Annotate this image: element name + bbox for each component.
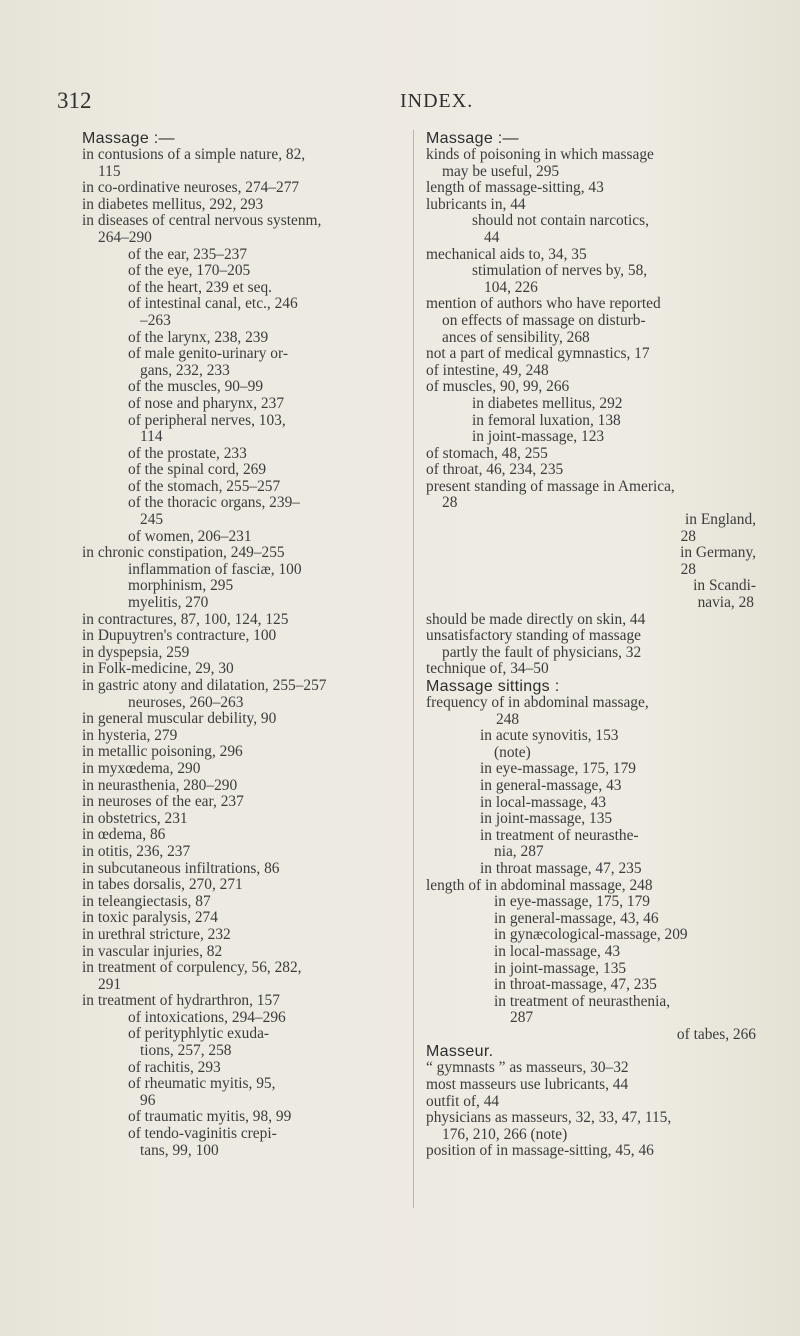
index-entry: in chronic constipation, 249–255	[82, 544, 285, 562]
index-entry: in contractures, 87, 100, 124, 125	[82, 610, 289, 628]
index-entry: in contusions of a simple nature, 82,	[82, 146, 306, 163]
index-entry: of the larynx, 238, 239	[128, 328, 269, 346]
index-entry: of male genito-urinary or-	[128, 345, 288, 363]
index-entry: 28	[442, 494, 458, 512]
index-entry: in local-massage, 43	[480, 793, 607, 811]
index-entry: of traumatic myitis, 98, 99	[128, 1108, 292, 1126]
index-entry: in joint-massage, 135	[480, 810, 613, 828]
index-entry: in gynæcological-massage, 209	[494, 926, 688, 944]
index-entry: of the thoracic organs, 239–	[128, 494, 300, 512]
index-entry: 115	[98, 162, 121, 180]
index-entry: in neurasthenia, 280–290	[82, 776, 238, 794]
index-column-right	[426, 130, 756, 1160]
index-entry: navia, 28	[697, 594, 754, 612]
index-entry: of peripheral nerves, 103,	[128, 411, 286, 429]
index-entry: in joint-massage, 135	[494, 959, 627, 977]
index-entry: in myxœdema, 290	[82, 759, 201, 777]
index-entry: of throat, 46, 234, 235	[426, 461, 564, 479]
index-entry: in Folk-medicine, 29, 30	[82, 660, 234, 678]
index-entry: in toxic paralysis, 274	[82, 909, 218, 927]
index-entry: 245	[140, 511, 164, 529]
index-entry: 114	[140, 428, 163, 446]
index-entry: may be useful, 295	[442, 162, 560, 180]
index-entry: outfit of, 44	[426, 1092, 500, 1110]
index-entry: in eye-massage, 175, 179	[494, 893, 651, 911]
index-heading: Massage sittings :	[426, 678, 560, 695]
index-entry: kinds of poisoning in which massage	[426, 146, 654, 163]
index-entry: in treatment of corpulency, 56, 282,	[82, 959, 302, 977]
index-entry: 44	[484, 228, 500, 246]
index-entry: of the muscles, 90–99	[128, 378, 264, 396]
index-column-left	[82, 130, 408, 1159]
index-entry: of stomach, 48, 255	[426, 444, 548, 462]
index-entry: in Dupuytren's contracture, 100	[82, 627, 277, 645]
index-entry: frequency of in abdominal massage,	[426, 694, 649, 711]
index-entry: in neuroses of the ear, 237	[82, 793, 244, 811]
index-heading: Massage :—	[82, 130, 175, 147]
index-entry: in treatment of neurasthenia,	[494, 992, 671, 1010]
index-entry: in joint-massage, 123	[472, 428, 605, 446]
index-entry: of intestine, 49, 248	[426, 361, 549, 379]
index-entry: in throat-massage, 47, 235	[494, 976, 657, 994]
index-entry: in gastric atony and dilatation, 255–257	[82, 677, 327, 694]
page-number: 312	[57, 88, 92, 113]
index-entry: 287	[510, 1009, 534, 1027]
index-heading: Masseur.	[426, 1043, 494, 1061]
index-entry: –263	[140, 311, 171, 329]
index-entry: morphinism, 295	[128, 577, 234, 595]
index-entry: in eye-massage, 175, 179	[480, 760, 637, 778]
index-entry: most masseurs use lubricants, 44	[426, 1076, 629, 1094]
index-entry: of the stomach, 255–257	[128, 477, 281, 495]
index-entry: of the eye, 170–205	[128, 262, 251, 280]
index-entry: in subcutaneous infiltrations, 86	[82, 859, 280, 877]
index-entry: unsatisfactory standing of massage	[426, 627, 641, 645]
index-entry: gans, 232, 233	[140, 361, 230, 379]
index-entry: in treatment of hydrarthron, 157	[82, 992, 280, 1010]
index-entry: “ gymnasts ” as masseurs, 30–32	[426, 1059, 629, 1077]
index-entry: of tabes, 266	[676, 1025, 756, 1043]
index-entry: stimulation of nerves by, 58,	[472, 262, 648, 280]
index-entry: 28	[680, 527, 696, 545]
index-entry: in acute synovitis, 153	[480, 727, 619, 745]
index-entry: should not contain narcotics,	[472, 212, 649, 230]
index-entry: length of in abdominal massage, 248	[426, 876, 653, 894]
index-entry: in Germany,	[680, 544, 756, 562]
index-entry: in local-massage, 43	[494, 942, 621, 960]
index-entry: in hysteria, 279	[82, 726, 178, 744]
index-entry: in diabetes mellitus, 292	[472, 394, 623, 412]
index-entry: of intoxications, 294–296	[128, 1008, 286, 1026]
index-entry: technique of, 34–50	[426, 660, 549, 678]
index-entry: in general-massage, 43	[480, 776, 622, 794]
index-entry: in œdema, 86	[82, 826, 166, 844]
index-entry: in England,	[685, 511, 756, 529]
index-entry: on effects of massage on disturb-	[442, 311, 646, 329]
index-entry: in femoral luxation, 138	[472, 411, 621, 429]
index-entry: mention of authors who have reported	[426, 295, 661, 313]
index-entry: in tabes dorsalis, 270, 271	[82, 876, 243, 894]
column-divider	[413, 130, 414, 1208]
index-entry: of the ear, 235–237	[128, 245, 248, 263]
index-entry: lubricants in, 44	[426, 195, 526, 213]
index-entry: (note)	[494, 743, 531, 761]
index-entry: of perityphlytic exuda-	[128, 1025, 270, 1043]
index-entry: of the heart, 239 et seq.	[128, 278, 273, 296]
index-entry: in co-ordinative neuroses, 274–277	[82, 179, 300, 197]
index-entry: in Scandi-	[693, 577, 756, 595]
index-entry: in general muscular debility, 90	[82, 710, 277, 728]
page-header	[0, 88, 800, 116]
index-entry: 264–290	[98, 228, 152, 246]
index-entry: 96	[140, 1091, 156, 1109]
index-entry: of the prostate, 233	[128, 444, 247, 462]
index-entry: neuroses, 260–263	[128, 693, 244, 711]
index-entry: in urethral stricture, 232	[82, 925, 231, 943]
index-entry: of tendo-vaginitis crepi-	[128, 1125, 277, 1143]
index-entry: length of massage-sitting, 43	[426, 179, 604, 197]
index-entry: myelitis, 270	[128, 594, 209, 612]
index-entry: should be made directly on skin, 44	[426, 610, 646, 628]
index-entry: position of in massage-sitting, 45, 46	[426, 1142, 654, 1160]
index-entry: physicians as masseurs, 32, 33, 47, 115,	[426, 1109, 672, 1127]
index-entry: not a part of medical gymnastics, 17	[426, 345, 650, 363]
index-entry: mechanical aids to, 34, 35	[426, 245, 587, 263]
index-entry: of rheumatic myitis, 95,	[128, 1075, 276, 1093]
index-entry: in treatment of neurasthe-	[480, 826, 639, 844]
index-entry: ances of sensibility, 268	[442, 328, 590, 346]
index-entry: tans, 99, 100	[140, 1141, 219, 1159]
index-entry: tions, 257, 258	[140, 1042, 232, 1060]
index-entry: in diabetes mellitus, 292, 293	[82, 195, 264, 213]
index-entry: 104, 226	[484, 278, 538, 296]
index-entry: in general-massage, 43, 46	[494, 909, 659, 927]
running-title: INDEX.	[400, 90, 474, 112]
index-heading: Massage :—	[426, 130, 519, 147]
index-entry: in vascular injuries, 82	[82, 942, 223, 960]
index-entry: in teleangiectasis, 87	[82, 892, 211, 910]
index-entry: in diseases of central nervous systenm,	[82, 212, 322, 230]
index-entry: 28	[680, 560, 696, 578]
index-entry: 176, 210, 266 (note)	[442, 1125, 568, 1143]
index-entry: of women, 206–231	[128, 527, 252, 545]
index-entry: in metallic poisoning, 296	[82, 743, 243, 761]
index-entry: of intestinal canal, etc., 246	[128, 295, 298, 313]
index-entry: in dyspepsia, 259	[82, 643, 190, 661]
index-entry: of muscles, 90, 99, 266	[426, 378, 570, 396]
index-entry: present standing of massage in America,	[426, 477, 675, 495]
index-entry: in obstetrics, 231	[82, 809, 188, 827]
index-entry: partly the fault of physicians, 32	[442, 643, 642, 661]
index-entry: of the spinal cord, 269	[128, 461, 267, 479]
index-entry: nia, 287	[494, 843, 544, 861]
index-entry: in throat massage, 47, 235	[480, 859, 642, 877]
index-entry: 291	[98, 975, 122, 993]
index-entry: 248	[496, 710, 520, 728]
index-entry: inflammation of fasciæ, 100	[128, 560, 302, 578]
index-entry: of nose and pharynx, 237	[128, 394, 285, 412]
index-entry: in otitis, 236, 237	[82, 842, 191, 860]
index-entry: of rachitis, 293	[128, 1058, 221, 1076]
